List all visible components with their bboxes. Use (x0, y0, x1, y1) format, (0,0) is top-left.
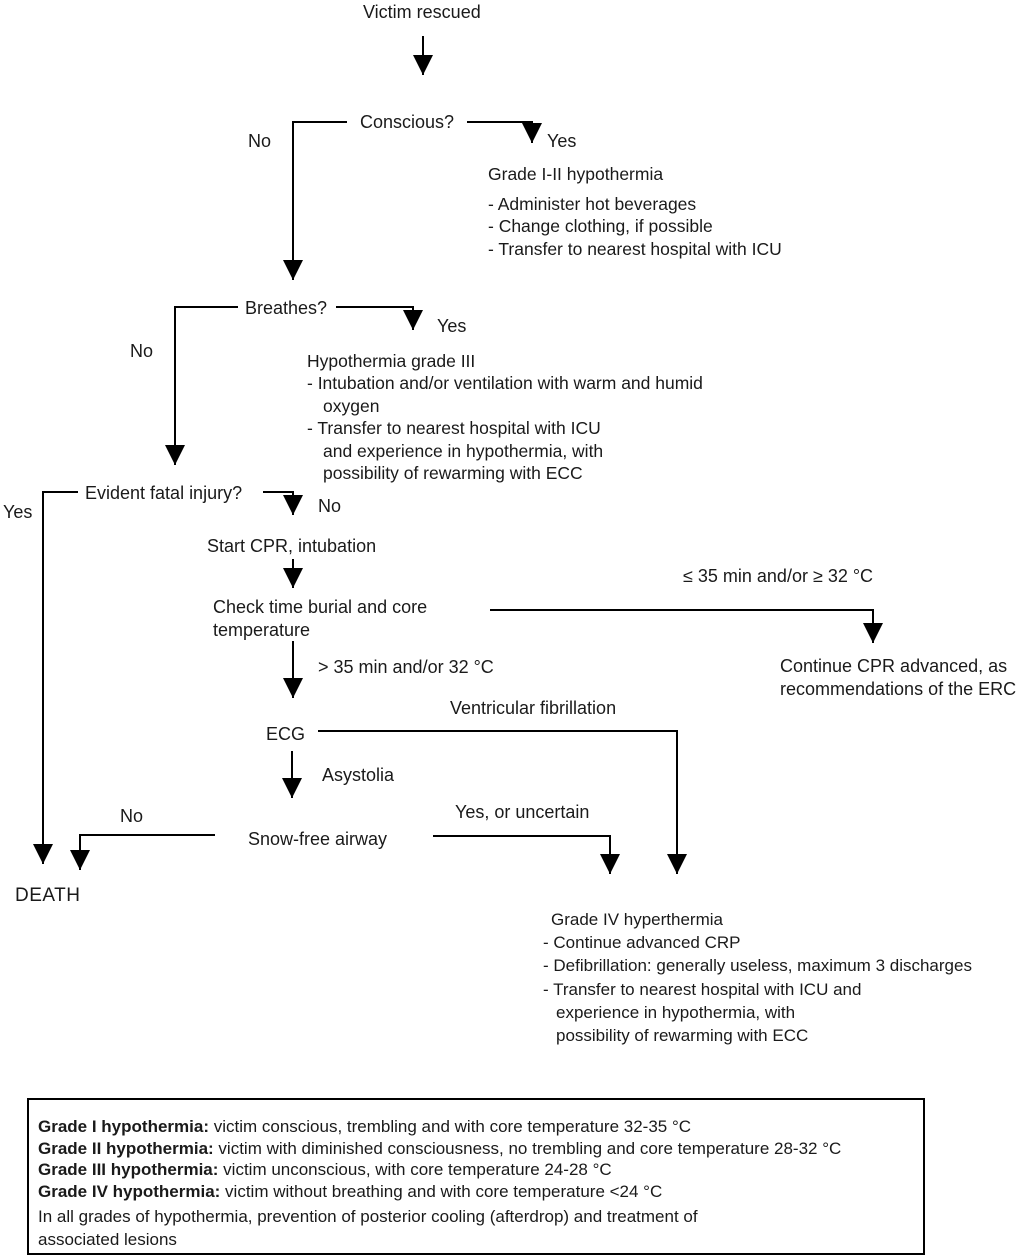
node-start-cpr: Start CPR, intubation (207, 536, 377, 556)
connector-check-le35 (490, 610, 873, 643)
node-snow-free-airway: Snow-free airway (248, 829, 388, 849)
connector-conscious-yes (467, 122, 532, 143)
block-title: Grade IV hyperthermia (551, 910, 723, 929)
edge-label-snow-no: No (120, 806, 144, 826)
edge-label-conscious-no: No (248, 131, 272, 151)
connector-snow-yes (433, 836, 610, 874)
block-line: recommendations of the ERC (780, 679, 1017, 699)
node-breathes: Breathes? (245, 298, 328, 318)
block-line: temperature (213, 619, 311, 640)
connector-breathes-yes (336, 307, 413, 330)
block-line: Check time burial and core (213, 597, 428, 617)
connector-fatal-yes-death (43, 492, 78, 864)
node-evident-fatal-injury: Evident fatal injury? (85, 483, 243, 503)
block-line: Continue CPR advanced, as (780, 656, 1008, 676)
block-bullet: - Defibrillation: generally useless, maximum 3 discharges (543, 956, 972, 976)
edge-label-fatal-yes: Yes (3, 502, 33, 522)
legend-box (27, 1098, 925, 1255)
edge-label-conscious-yes: Yes (547, 131, 577, 151)
edge-label-fatal-no: No (318, 496, 342, 516)
legend-definition: victim without breathing and with core temperature <24 °C (220, 1181, 663, 1201)
block-continue-cpr (780, 655, 1016, 701)
block-title: Hypothermia grade III (307, 351, 476, 371)
legend-term: Grade I hypothermia: (38, 1117, 209, 1136)
node-death: DEATH (15, 885, 81, 906)
block-bullet: - Transfer to nearest hospital with ICU (307, 418, 601, 439)
block-bullet: - Administer hot beverages (488, 193, 697, 214)
block-title: Grade I-II hypothermia (488, 164, 664, 184)
block-bullet-continuation: oxygen (323, 395, 380, 416)
edge-label-snow-yes: Yes, or uncertain (455, 802, 590, 822)
block-bullet-continuation: experience in hypothermia, with (556, 1002, 796, 1022)
edge-label-breathes-yes: Yes (437, 316, 467, 336)
node-conscious: Conscious? (360, 112, 455, 132)
connector-breathes-no (175, 307, 238, 465)
legend-definition: victim with diminished consciousness, no trembling and core temperature 28-32 °C (213, 1138, 842, 1158)
block-grade-4-hyperthermia (543, 908, 972, 1047)
edge-label-le-35min: ≤ 35 min and/or ≥ 32 °C (683, 566, 874, 586)
node-victim-rescued: Victim rescued (363, 2, 481, 22)
legend-note-line: associated lesions (38, 1229, 177, 1249)
legend-definition: victim unconscious, with core temperature 24-28 °C (218, 1160, 612, 1180)
connector-fatal-no (263, 492, 293, 515)
block-grade-1-2-hypothermia (488, 163, 782, 260)
block-bullet: - Transfer to nearest hospital with ICU and (543, 979, 862, 999)
block-bullet: - Change clothing, if possible (488, 216, 713, 236)
edge-label-asystolia: Asystolia (322, 765, 395, 785)
legend-row-grade4 (38, 1181, 915, 1203)
legend-term: Grade III hypothermia: (38, 1160, 219, 1180)
legend-row-grade2 (38, 1138, 915, 1160)
block-grade-3-hypothermia (307, 350, 703, 484)
block-bullet: - Transfer to nearest hospital with ICU (488, 238, 782, 259)
legend-term: Grade IV hypothermia: (38, 1181, 221, 1201)
block-bullet: - Intubation and/or ventilation with warm and humid (307, 373, 703, 394)
node-ecg: ECG (266, 724, 306, 744)
legend-row-grade3 (38, 1159, 915, 1181)
legend-definition: victim conscious, trembling and with core temperature 32-35 °C (208, 1117, 692, 1136)
block-bullet-continuation: and experience in hypothermia, with (323, 440, 604, 461)
block-bullet: - Continue advanced CRP (543, 933, 741, 953)
block-bullet-continuation: possibility of rewarming with ECC (323, 463, 583, 484)
connector-conscious-no (293, 122, 347, 280)
connector-snow-no-death (80, 835, 215, 870)
block-check-time-burial (213, 596, 427, 641)
block-bullet-continuation: possibility of rewarming with ECC (556, 1026, 809, 1046)
edge-label-breathes-no: No (130, 341, 154, 361)
edge-label-gt-35min: > 35 min and/or 32 °C (318, 657, 494, 677)
legend-note-line: In all grades of hypothermia, prevention of posterior cooling (afterdrop) and treatment of (38, 1207, 698, 1227)
legend-term: Grade II hypothermia: (38, 1138, 214, 1158)
legend-row-grade1 (38, 1116, 915, 1138)
edge-label-ventricular-fibrillation: Ventricular fibrillation (450, 698, 617, 718)
